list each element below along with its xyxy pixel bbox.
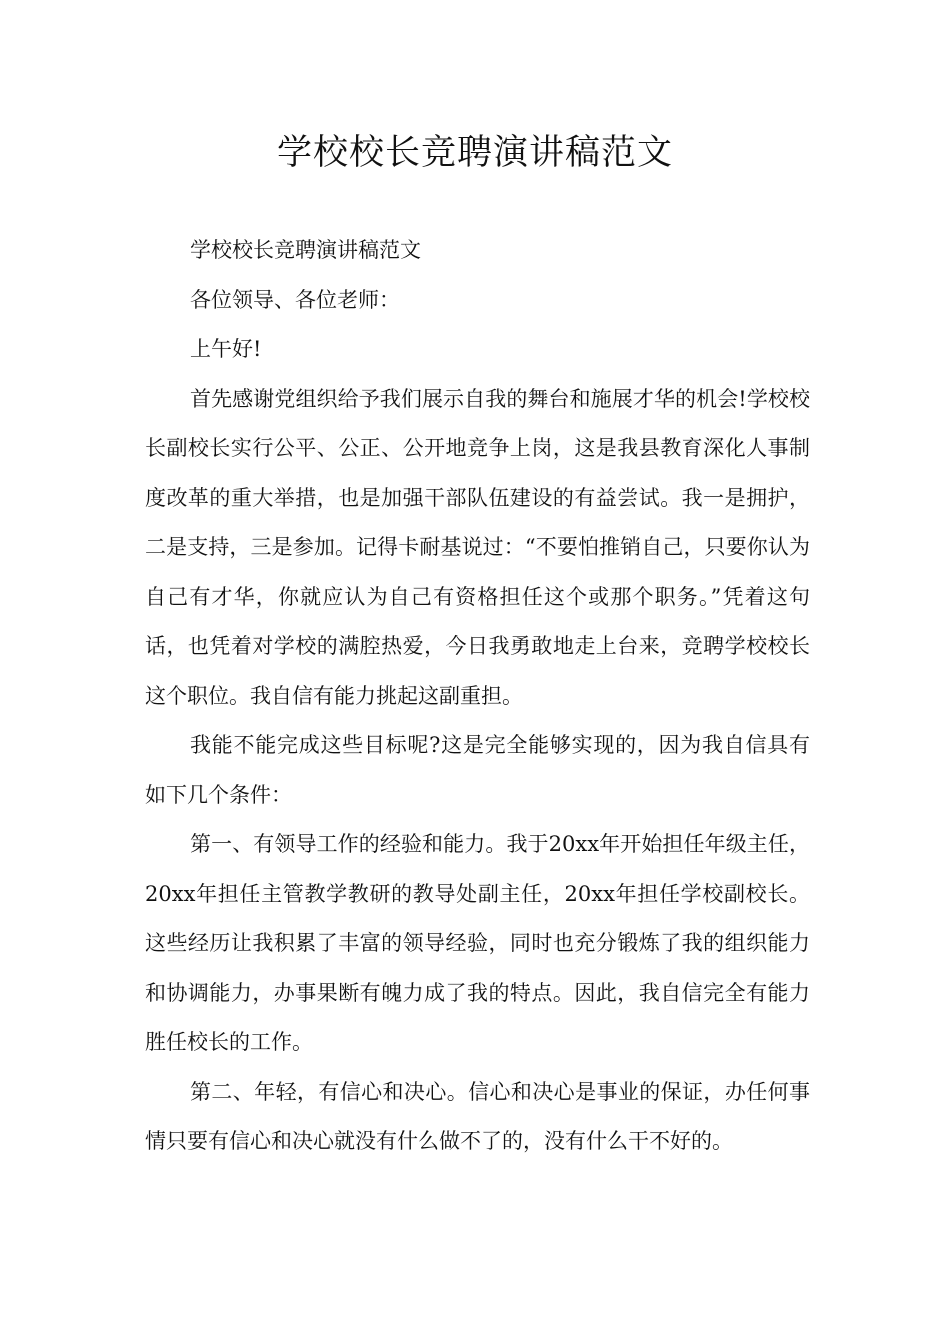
paragraph-salutation: 各位领导、各位老师： [190, 287, 400, 312]
document-title: 学校校长竞聘演讲稿范文 [276, 133, 673, 173]
paragraph-conditions-intro: 我能不能完成这些目标呢?这是完全能够实现的，因为我自信具有如下几个条件： [145, 733, 810, 807]
paragraph-subtitle: 学校校长竞聘演讲稿范文 [190, 238, 421, 262]
paragraph-condition-one: 第一、有领导工作的经验和能力。我于20xx年开始担任年级主任，20xx年担任主管教学教研的教导处副主任，20xx年担任学校副校长。这些经历让我积累了丰富的领导经验，同时也充分锻炼了我的组织能力和协调能力，办事果断有魄力成了我的特点。因此，我自信完全有能力胜任校长的工作。 [145, 832, 810, 1054]
paragraph-greeting: 上午好! [190, 337, 262, 361]
paragraph-condition-two: 第二、年轻，有信心和决心。信心和决心是事业的保证，办任何事情只要有信心和决心就没有什么做不了的，没有什么干不好的。 [145, 1079, 810, 1153]
paragraph-introduction: 首先感谢党组织给予我们展示自我的舞台和施展才华的机会!学校校长副校长实行公平、公正、公开地竞争上岗，这是我县教育深化人事制度改革的重大举措，也是加强干部队伍建设的有益尝试。我一是拥护，二是支持，三是参加。记得卡耐基说过：“不要怕推销自己，只要你认为自己有才华，你就应认为自己有资格担任这个或那个职务。”凭着这句话，也凭着对学校的满腔热爱，今日我勇敢地走上台来，竞聘学校校长这个职位。我自信有能力挑起这副重担。 [145, 386, 810, 708]
document-body [145, 226, 810, 1167]
